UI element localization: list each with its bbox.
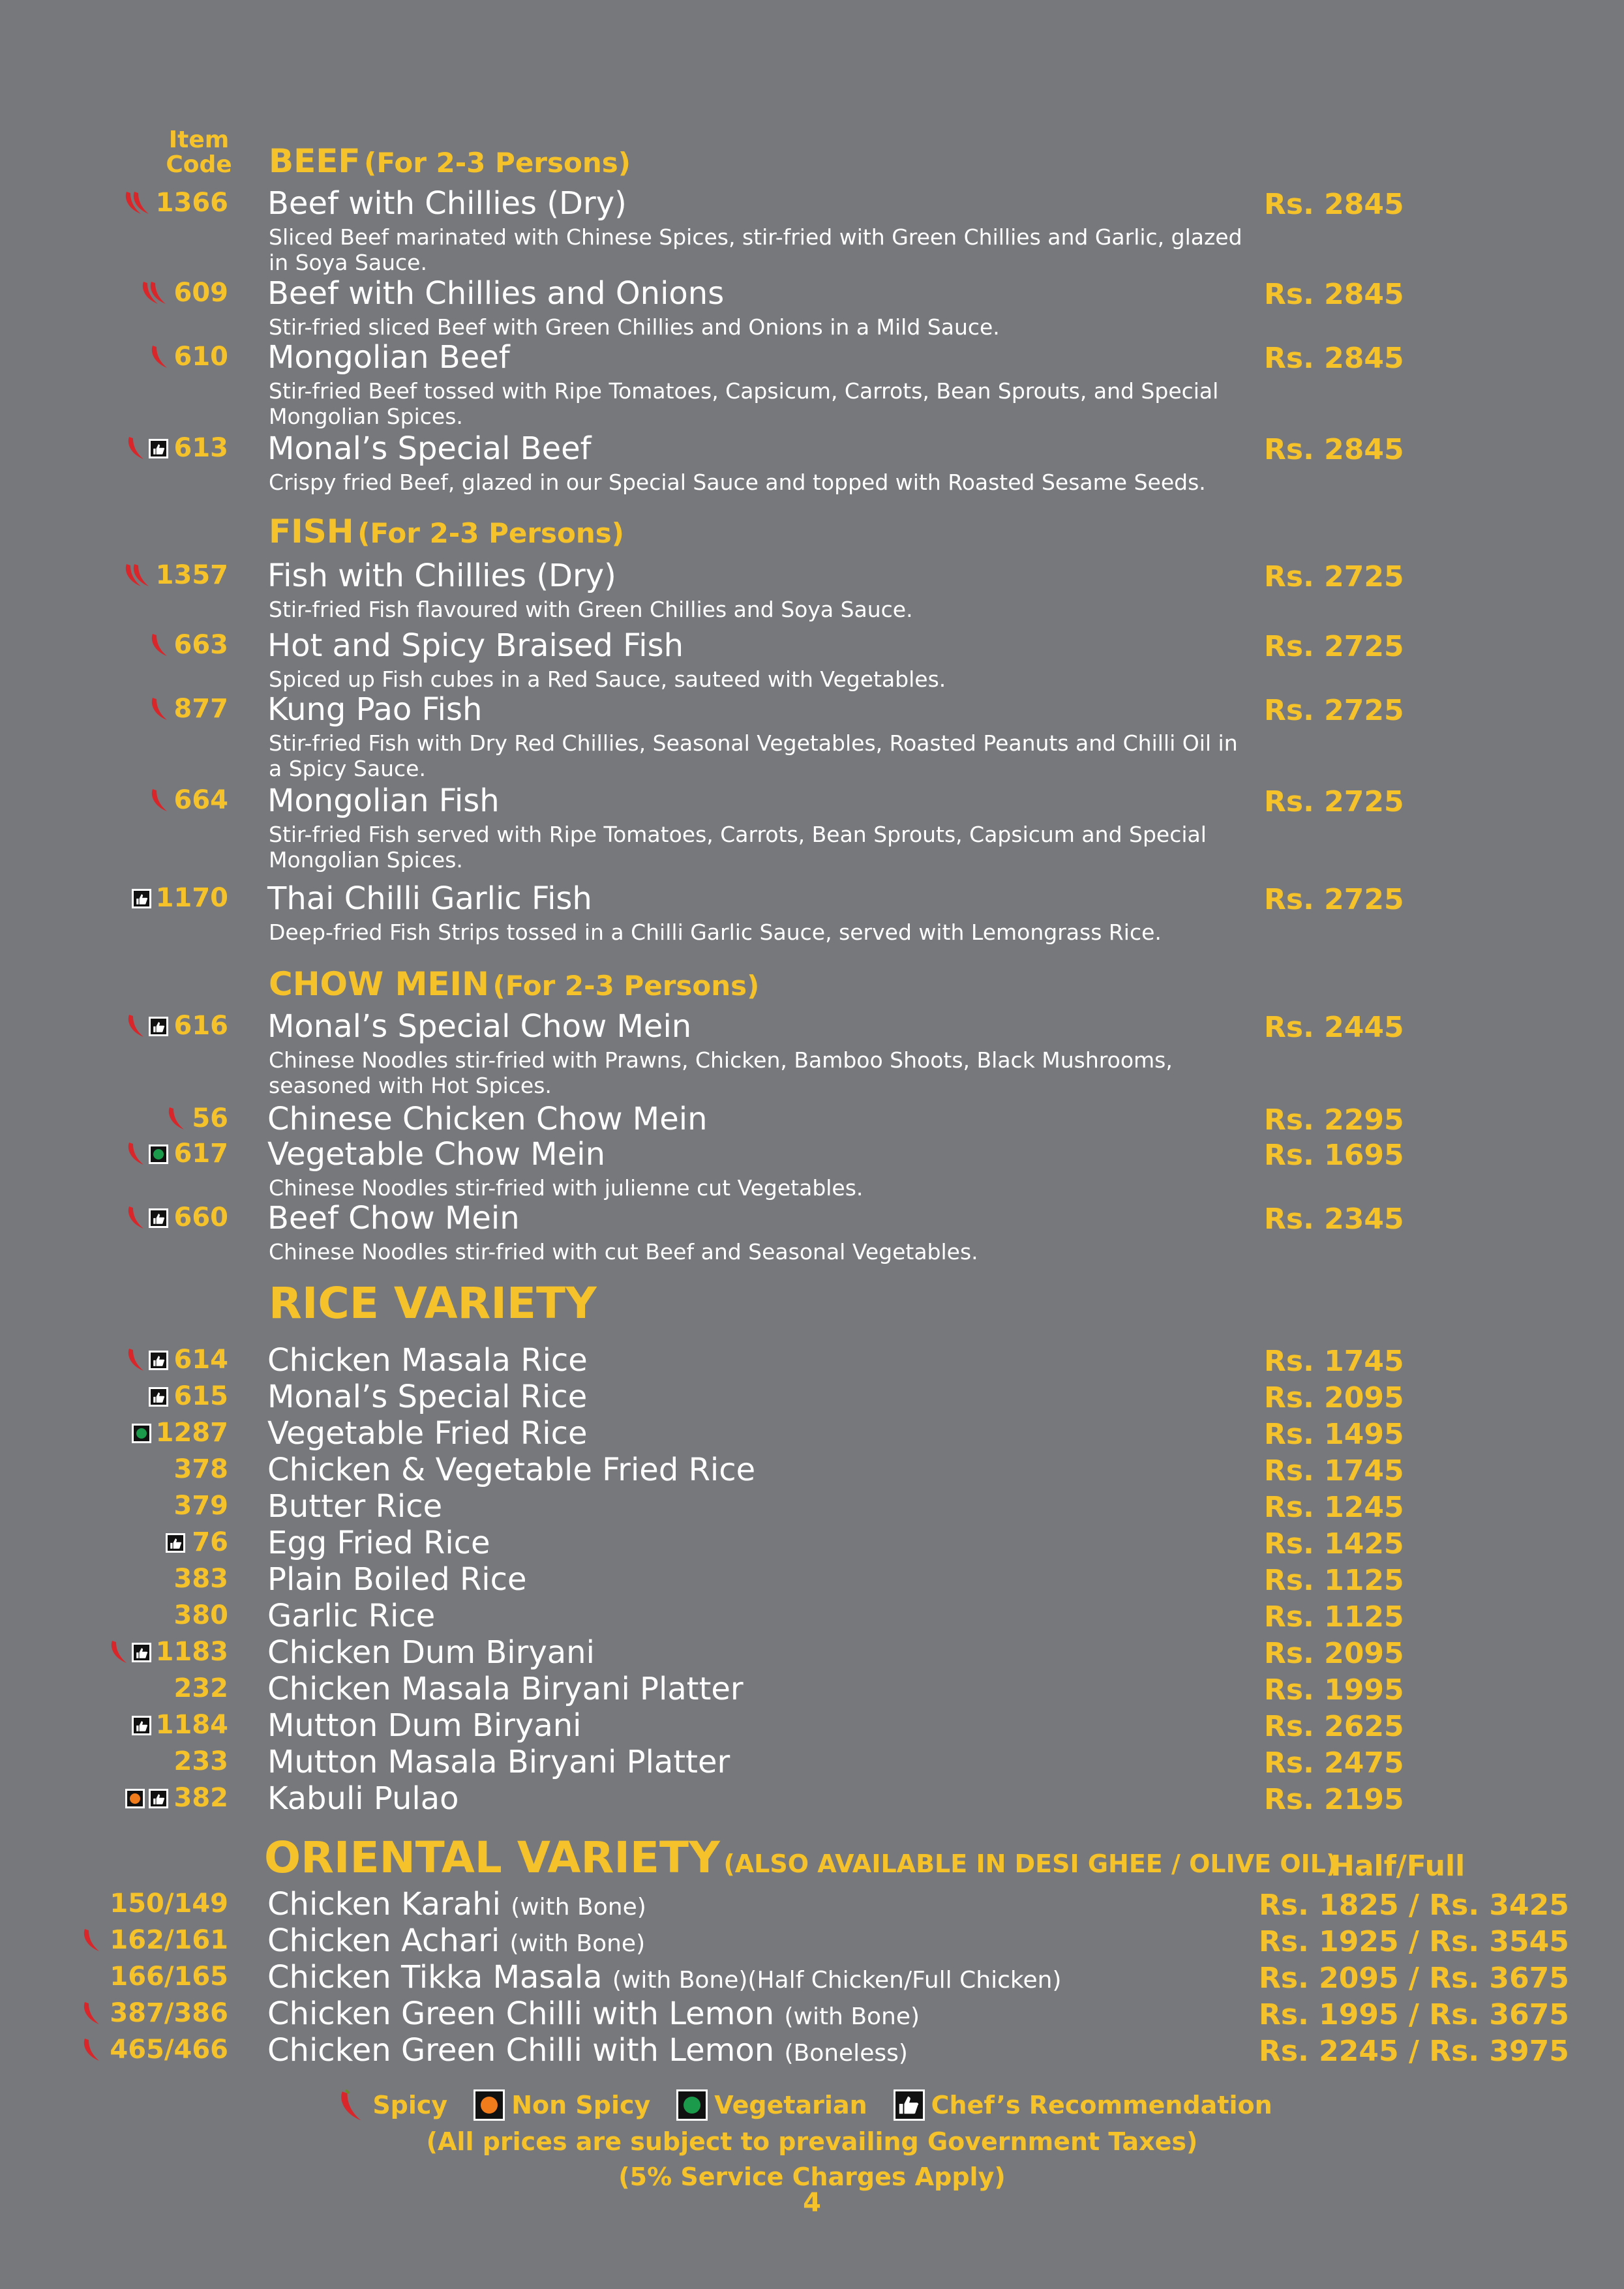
item-code: 877 (173, 694, 228, 724)
chili-icon (337, 2088, 366, 2122)
chili-icon (149, 631, 168, 660)
menu-item (0, 430, 1624, 495)
item-code: 1184 (155, 1710, 228, 1740)
legend (0, 2087, 1624, 2194)
item-code: 56 (192, 1103, 228, 1133)
item-description: Stir-fried sliced Beef with Green Chillies and Onions in a Mild Sauce. (269, 314, 1000, 340)
menu-item (0, 1707, 1624, 1746)
item-price: Rs. 1425 (1264, 1527, 1404, 1561)
menu-item (0, 1342, 1624, 1381)
item-name (267, 1200, 520, 1236)
item-name (267, 627, 684, 664)
item-price: Rs. 2445 (1264, 1011, 1404, 1044)
menu-item (0, 1525, 1624, 1564)
item-price: Rs. 2195 (1264, 1783, 1404, 1816)
item-description: Stir-fried Fish served with Ripe Tomatoes, Carrots, Bean Sprouts, Capsicum and Special Mongolian Spices. (269, 822, 1207, 873)
legend-non-spicy-label: Non Spicy (511, 2091, 651, 2119)
item-icons (125, 1141, 168, 1167)
menu-item (0, 627, 1624, 692)
item-code: 1183 (155, 1637, 228, 1667)
thumbs-up-icon (132, 1643, 151, 1662)
thumbs-up-icon (149, 1789, 168, 1808)
chili-icon (108, 1638, 128, 1667)
item-name-text: Kung Pao Fish (267, 691, 483, 728)
item-code: 660 (173, 1203, 228, 1233)
item-code: 387/386 (110, 1998, 228, 2028)
item-price: Rs. 1995 (1264, 1673, 1404, 1707)
thumbs-up-icon (894, 2089, 925, 2121)
item-description: Chinese Noodles stir-fried with julienne cut Vegetables. (269, 1175, 864, 1201)
item-icons (132, 1420, 151, 1446)
item-price: Rs. 2725 (1264, 560, 1404, 593)
item-price: Rs. 2845 (1264, 278, 1404, 311)
menu-item (0, 1415, 1624, 1454)
item-name (267, 339, 510, 376)
item-name (267, 1561, 527, 1598)
item-price: Rs. 2475 (1264, 1746, 1404, 1780)
item-icons (81, 1928, 100, 1954)
item-name (267, 430, 592, 467)
item-price: Rs. 2845 (1264, 342, 1404, 375)
item-name (267, 1415, 588, 1452)
double-chili-icon (140, 279, 168, 308)
item-name (267, 1008, 691, 1045)
item-code: 166/165 (110, 1962, 228, 1992)
item-name-text: Monal’s Special Rice (267, 1379, 588, 1415)
menu-item (0, 185, 1624, 275)
item-price: Rs. 1825 / Rs. 3425 (1259, 1889, 1569, 1922)
item-icons (125, 1205, 168, 1231)
section-title-main: CHOW MEIN (269, 965, 489, 1003)
item-name-text: Thai Chilli Garlic Fish (267, 880, 592, 917)
thumbs-up-icon (149, 1387, 168, 1407)
menu-item (0, 1379, 1624, 1418)
section-title-main: ORIENTAL VARIETY (264, 1833, 720, 1883)
item-icons (132, 886, 151, 912)
item-description: Stir-fried Fish flavoured with Green Chillies and Soya Sauce. (269, 597, 913, 622)
menu-item (0, 783, 1624, 873)
legend-service-note: (5% Service Charges Apply) (618, 2162, 1006, 2191)
thumbs-up-icon (166, 1533, 185, 1553)
legend-spicy-label: Spicy (372, 2091, 448, 2119)
item-name-text: Chicken Masala Biryani Platter (267, 1671, 744, 1707)
item-name-text: Chinese Chicken Chow Mein (267, 1101, 708, 1137)
item-code: 617 (173, 1139, 228, 1169)
item-icons (149, 696, 168, 723)
item-name-text: Butter Rice (267, 1488, 443, 1525)
item-price: Rs. 1125 (1264, 1600, 1404, 1634)
chili-icon (149, 786, 168, 815)
item-icons (149, 633, 168, 659)
item-icons (132, 1713, 151, 1739)
item-icons (125, 1013, 168, 1040)
item-note: (with Bone)(Half Chicken/Full Chicken) (612, 1967, 1062, 1994)
item-price: Rs. 2095 / Rs. 3675 (1259, 1962, 1569, 1995)
item-name-text: Hot and Spicy Braised Fish (267, 627, 684, 664)
menu-item (0, 1886, 1624, 1925)
item-note: (with Bone) (784, 2003, 920, 2030)
item-name-text: Monal’s Special Chow Mein (267, 1008, 692, 1045)
item-name (267, 1959, 1061, 1996)
section-title-fish (269, 513, 624, 550)
menu-item (0, 1780, 1624, 1819)
item-name (267, 691, 482, 728)
menu-item (0, 1488, 1624, 1527)
item-name (267, 1525, 490, 1561)
item-price: Rs. 2345 (1264, 1203, 1404, 1236)
item-code: 610 (173, 342, 228, 372)
item-name-text: Fish with Chillies (Dry) (267, 558, 616, 594)
item-icons (166, 1530, 185, 1556)
item-code: 232 (173, 1673, 228, 1703)
item-price: Rs. 2725 (1264, 694, 1404, 727)
item-name-text: Beef with Chillies (Dry) (267, 185, 627, 222)
menu-item (0, 339, 1624, 429)
chili-icon (125, 1346, 145, 1375)
item-name-text: Beef with Chillies and Onions (267, 275, 725, 312)
thumbs-up-icon (149, 439, 168, 458)
item-code: 1287 (155, 1418, 228, 1448)
item-description: Chinese Noodles stir-fried with Prawns, Chicken, Bamboo Shoots, Black Mushrooms, seasoned with Hot Spices. (269, 1047, 1173, 1098)
menu-item (0, 691, 1624, 781)
item-price: Rs. 1495 (1264, 1418, 1404, 1451)
legend-taxes-note: (All prices are subject to prevailing Government Taxes) (426, 2127, 1198, 2156)
item-icons (81, 2001, 100, 2027)
section-title-chowmein (269, 965, 759, 1003)
item-code: 162/161 (110, 1925, 228, 1955)
legend-vegetarian (676, 2089, 867, 2121)
item-name (267, 1996, 920, 2032)
item-name (267, 783, 500, 819)
item-code: 663 (173, 630, 228, 660)
thumbs-up-icon (132, 1716, 151, 1735)
item-description: Spiced up Fish cubes in a Red Sauce, sauteed with Vegetables. (269, 666, 946, 692)
section-title-beef (269, 142, 631, 180)
legend-non-spicy (474, 2089, 650, 2121)
item-icons (125, 1347, 168, 1373)
section-title-main: RICE VARIETY (269, 1278, 597, 1328)
menu-item (0, 880, 1624, 945)
chili-icon (81, 1926, 100, 1955)
item-name-text: Chicken Dum Biryani (267, 1634, 595, 1671)
item-code: 380 (173, 1600, 228, 1630)
item-code: 609 (173, 278, 228, 308)
menu-item (0, 1671, 1624, 1710)
item-description: Sliced Beef marinated with Chinese Spices, stir-fried with Green Chillies and Garlic, glazed in Soya Sauce. (269, 224, 1242, 275)
item-name (267, 1136, 605, 1173)
item-icons (149, 788, 168, 814)
item-code: 616 (173, 1011, 228, 1041)
item-icons (125, 436, 168, 462)
menu-item (0, 1922, 1624, 1962)
menu-item (0, 2032, 1624, 2071)
item-note: (with Bone) (511, 1894, 646, 1921)
chili-icon (149, 343, 168, 372)
item-code: 613 (173, 433, 228, 463)
item-description: Crispy fried Beef, glazed in our Special Sauce and topped with Roasted Sesame Seeds. (269, 470, 1206, 495)
menu-item (0, 558, 1624, 622)
item-code: 382 (173, 1783, 228, 1813)
double-chili-icon (123, 189, 151, 218)
item-price: Rs. 2725 (1264, 883, 1404, 916)
chili-icon (166, 1105, 185, 1133)
item-name (267, 1101, 708, 1137)
section-title-sub: (For 2-3 Persons) (364, 147, 631, 179)
item-name (267, 1671, 744, 1707)
item-code: 1366 (155, 188, 228, 218)
item-name-text: Chicken Karahi (267, 1886, 501, 1922)
item-price: Rs. 1125 (1264, 1564, 1404, 1597)
item-icons (149, 344, 168, 370)
item-name-text: Egg Fried Rice (267, 1525, 490, 1561)
item-code: 1170 (155, 883, 228, 913)
item-name-text: Mongolian Beef (267, 339, 510, 376)
item-code: 379 (173, 1491, 228, 1521)
item-name (267, 2032, 908, 2069)
item-price: Rs. 2245 / Rs. 3975 (1259, 2035, 1569, 2068)
item-code: 378 (173, 1454, 228, 1484)
section-title-sub: (ALSO AVAILABLE IN DESI GHEE / OLIVE OIL) (723, 1849, 1338, 1878)
item-name-text: Chicken Achari (267, 1922, 500, 1959)
page-number: 4 (803, 2188, 821, 2218)
item-name (267, 1886, 646, 1922)
menu-item (0, 1008, 1624, 1098)
thumbs-up-icon (149, 1017, 168, 1036)
section-title-sub: (For 2-3 Persons) (357, 517, 625, 549)
item-name-text: Mutton Masala Biryani Platter (267, 1744, 730, 1780)
item-name-text: Vegetable Fried Rice (267, 1415, 588, 1452)
item-price: Rs. 1745 (1264, 1345, 1404, 1378)
item-icons (149, 1384, 168, 1410)
non-spicy-icon (125, 1789, 145, 1808)
item-name (267, 1780, 459, 1817)
chili-icon (125, 1012, 145, 1041)
item-name-text: Chicken Green Chilli with Lemon (267, 1996, 775, 2032)
item-name (267, 1707, 582, 1744)
item-icons (140, 280, 168, 307)
item-name-text: Chicken Tikka Masala (267, 1959, 603, 1996)
menu-item (0, 1452, 1624, 1491)
chili-icon (125, 434, 145, 463)
menu-item (0, 1101, 1624, 1140)
item-code: 76 (192, 1527, 228, 1557)
item-name-text: Plain Boiled Rice (267, 1561, 527, 1598)
non-spicy-icon (474, 2089, 505, 2121)
menu-item (0, 1200, 1624, 1264)
chili-icon (149, 695, 168, 724)
item-name-text: Kabuli Pulao (267, 1780, 459, 1817)
item-code: 150/149 (110, 1889, 228, 1919)
item-code-header: Item Code (166, 127, 232, 178)
item-name (267, 1598, 435, 1634)
item-note: (Boneless) (784, 2040, 908, 2067)
item-name-text: Monal’s Special Beef (267, 430, 592, 467)
double-chili-icon (123, 561, 151, 590)
item-code: 1357 (155, 560, 228, 590)
vegetarian-icon (132, 1424, 151, 1443)
item-price: Rs. 2295 (1264, 1103, 1404, 1137)
item-price: Rs. 2625 (1264, 1710, 1404, 1743)
item-name (267, 1744, 730, 1780)
item-price: Rs. 1745 (1264, 1454, 1404, 1488)
thumbs-up-icon (149, 1208, 168, 1228)
vegetarian-icon (149, 1144, 168, 1164)
legend-chef-label: Chef’s Recommendation (931, 2091, 1272, 2119)
item-name-text: Chicken & Vegetable Fried Rice (267, 1452, 756, 1488)
legend-spicy (337, 2088, 447, 2122)
item-name (267, 1452, 755, 1488)
item-name (267, 1488, 442, 1525)
item-code: 614 (173, 1345, 228, 1375)
thumbs-up-icon (149, 1351, 168, 1370)
section-title-main: BEEF (269, 142, 361, 180)
thumbs-up-icon (132, 889, 151, 908)
item-description: Stir-fried Beef tossed with Ripe Tomatoes, Capsicum, Carrots, Bean Sprouts, and Special Mongolian Spices. (269, 378, 1219, 429)
item-price: Rs. 2095 (1264, 1637, 1404, 1670)
vegetarian-icon (676, 2089, 708, 2121)
item-icons (108, 1639, 151, 1666)
item-name-text: Vegetable Chow Mein (267, 1136, 605, 1173)
item-price: Rs. 1995 / Rs. 3675 (1259, 1998, 1569, 2031)
menu-item (0, 1744, 1624, 1783)
item-name (267, 1634, 595, 1671)
menu-item (0, 275, 1624, 340)
item-name (267, 185, 627, 222)
section-title-oriental (264, 1833, 1337, 1883)
chili-icon (125, 1140, 145, 1169)
item-name (267, 1342, 588, 1379)
legend-chef (894, 2089, 1272, 2121)
menu-item (0, 1136, 1624, 1201)
item-name (267, 880, 592, 917)
item-icons (81, 2037, 100, 2063)
item-icons (123, 563, 151, 589)
item-price: Rs. 1245 (1264, 1491, 1404, 1524)
item-name-text: Mongolian Fish (267, 783, 500, 819)
item-code: 664 (173, 785, 228, 815)
item-icons (166, 1106, 185, 1132)
item-code: 383 (173, 1564, 228, 1594)
item-icons (125, 1786, 168, 1812)
section-title-main: FISH (269, 513, 354, 550)
section-title-rice (269, 1278, 597, 1328)
item-price: Rs. 2845 (1264, 188, 1404, 221)
item-note: (with Bone) (509, 1930, 646, 1957)
item-price: Rs. 2725 (1264, 785, 1404, 818)
item-price: Rs. 2725 (1264, 630, 1404, 663)
item-price: Rs. 1925 / Rs. 3545 (1259, 1925, 1569, 1958)
item-description: Chinese Noodles stir-fried with cut Beef and Seasonal Vegetables. (269, 1239, 978, 1264)
item-price: Rs. 2845 (1264, 433, 1404, 466)
item-name-text: Beef Chow Mein (267, 1200, 520, 1236)
item-icons (123, 190, 151, 217)
menu-item (0, 1996, 1624, 2035)
item-code: 465/466 (110, 2035, 228, 2065)
item-name-text: Chicken Green Chilli with Lemon (267, 2032, 775, 2069)
legend-vegetarian-label: Vegetarian (714, 2091, 867, 2119)
menu-item (0, 1561, 1624, 1600)
item-description: Stir-fried Fish with Dry Red Chillies, Seasonal Vegetables, Roasted Peanuts and Chilli Oil in a Spicy Sauce. (269, 730, 1238, 781)
menu-item (0, 1598, 1624, 1637)
half-full-label: Half/Full (1331, 1849, 1466, 1883)
item-name-text: Garlic Rice (267, 1598, 436, 1634)
item-price: Rs. 2095 (1264, 1381, 1404, 1414)
menu-item (0, 1959, 1624, 1998)
item-name (267, 275, 724, 312)
section-title-sub: (For 2-3 Persons) (492, 970, 760, 1002)
item-price: Rs. 1695 (1264, 1139, 1404, 1172)
item-name (267, 1379, 587, 1415)
item-code: 233 (173, 1746, 228, 1776)
item-name (267, 558, 616, 594)
chili-icon (125, 1204, 145, 1233)
item-name (267, 1922, 645, 1959)
menu-item (0, 1634, 1624, 1673)
item-description: Deep-fried Fish Strips tossed in a Chilli Garlic Sauce, served with Lemongrass Rice. (269, 920, 1162, 945)
item-name-text: Mutton Dum Biryani (267, 1707, 582, 1744)
item-code: 615 (173, 1381, 228, 1411)
item-name-text: Chicken Masala Rice (267, 1342, 588, 1379)
chili-icon (81, 1999, 100, 2028)
chili-icon (81, 2036, 100, 2065)
